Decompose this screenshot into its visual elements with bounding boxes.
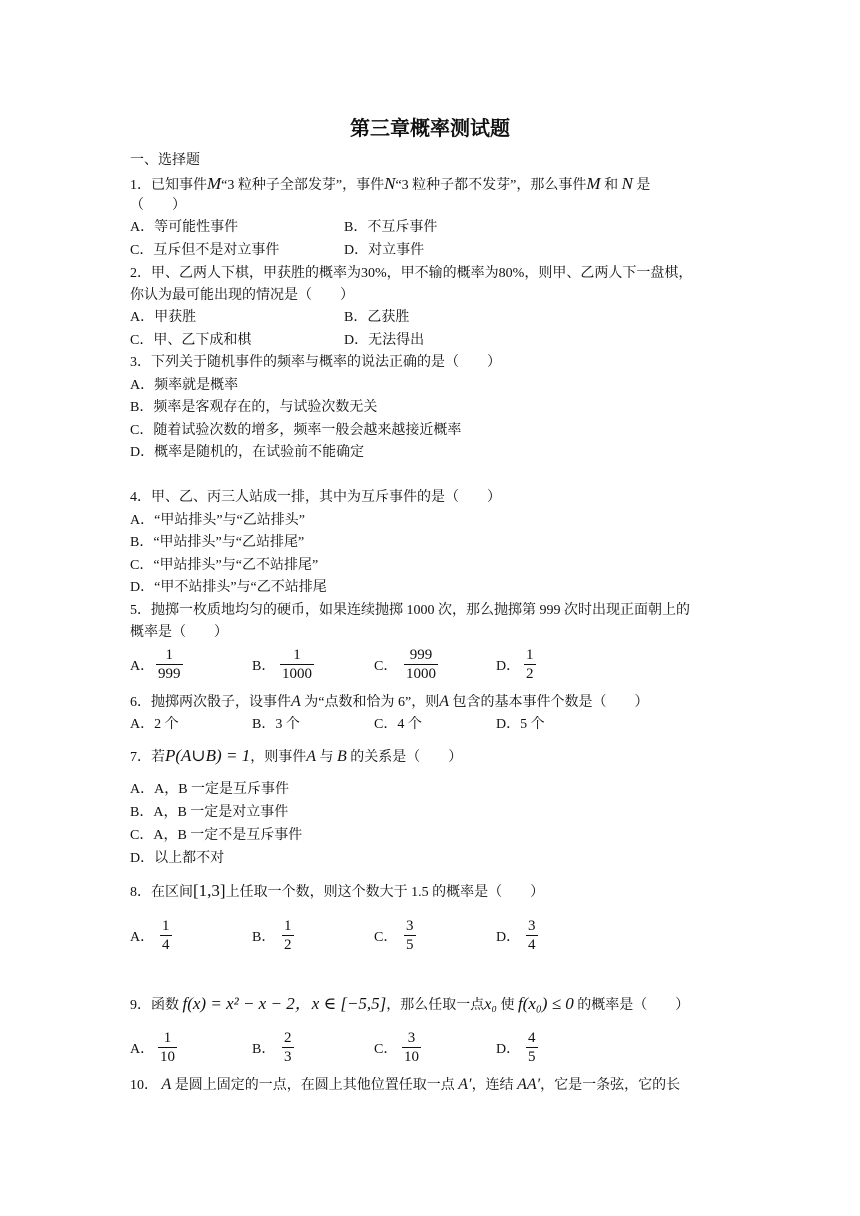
q9-text: 9．函数 bbox=[130, 998, 179, 1013]
q9-option-b-fraction bbox=[282, 1029, 294, 1066]
q9-option-a-fraction bbox=[158, 1029, 177, 1066]
numerator: 1 bbox=[156, 646, 183, 665]
q5-option-d-label: D． bbox=[496, 659, 521, 674]
q7-option-d: D．以上都不对 bbox=[130, 851, 225, 866]
page-title: 第三章概率测试题 bbox=[350, 118, 510, 140]
q1-text: 是 bbox=[636, 178, 651, 193]
q6-text: 为“点数和恰为 6”，则 bbox=[304, 695, 440, 710]
q6-text: 包含的基本事件个数是（ ） bbox=[452, 695, 649, 710]
q5-option-d-fraction bbox=[524, 646, 536, 683]
q5-option-b-label: B． bbox=[252, 659, 276, 674]
q3-option-b: B．频率是客观存在的，与试验次数无关 bbox=[130, 400, 378, 415]
q7-option-a: A．A，B 一定是互斥事件 bbox=[130, 782, 290, 797]
q3-option-d: D．概率是随机的，在试验前不能确定 bbox=[130, 445, 365, 460]
section-heading: 一、选择题 bbox=[130, 153, 200, 168]
q3-option-a: A．频率就是概率 bbox=[130, 378, 239, 393]
denominator: 1000 bbox=[282, 666, 312, 682]
q7-expression: P(A∪B) = 1 bbox=[165, 746, 251, 765]
q1-option-c: C．互斥但不是对立事件 bbox=[130, 243, 280, 258]
q6-option-d: D．5 个 bbox=[496, 717, 545, 732]
q9-option-a-label: A． bbox=[130, 1042, 155, 1057]
q5-option-c-fraction bbox=[404, 646, 438, 683]
numerator: 1 bbox=[280, 646, 314, 665]
q7-var-a: A bbox=[306, 748, 316, 765]
question-4: 4．甲、乙、丙三人站成一排，其中为互斥事件的是（ ） bbox=[130, 490, 501, 505]
q1-var-m: M bbox=[207, 174, 222, 193]
q6-option-a: A．2 个 bbox=[130, 717, 179, 732]
q4-option-c: C．“甲站排头”与“乙不站排尾” bbox=[130, 558, 319, 573]
q8-option-c-fraction bbox=[404, 917, 416, 954]
numerator: 999 bbox=[404, 646, 438, 665]
question-10 bbox=[130, 1075, 680, 1096]
q8-text: 上任取一个数，则这个数大于 1.5 的概率是（ ） bbox=[225, 885, 545, 900]
q4-option-d: D．“甲不站排头”与“乙不站排尾 bbox=[130, 580, 327, 595]
q6-option-b: B．3 个 bbox=[252, 717, 300, 732]
q8-option-d-label: D． bbox=[496, 930, 521, 945]
denominator: 10 bbox=[160, 1049, 175, 1065]
q8-option-c-label: C． bbox=[374, 930, 398, 945]
q8-text: 8．在区间 bbox=[130, 885, 193, 900]
numerator: 4 bbox=[528, 1030, 536, 1046]
q10-text: ，它是一条弦，它的长 bbox=[540, 1078, 681, 1093]
numerator: 1 bbox=[162, 918, 170, 934]
denominator: 4 bbox=[162, 937, 170, 953]
q7-text: ，则事件 bbox=[250, 750, 307, 765]
q9-condition: f(x₀) ≤ 0 bbox=[517, 994, 574, 1013]
denominator: 2 bbox=[284, 937, 292, 953]
q10-text: ，连结 bbox=[471, 1078, 514, 1093]
numerator: 2 bbox=[284, 1030, 292, 1046]
q5-option-a-label: A． bbox=[130, 659, 155, 674]
q1-text: 和 bbox=[604, 178, 619, 193]
q10-chord: AA′ bbox=[517, 1076, 541, 1093]
q9-var-x0: x₀ bbox=[484, 996, 497, 1013]
question-2-cont: 你认为最可能出现的情况是（ ） bbox=[130, 288, 354, 303]
q4-option-b: B．“甲站排头”与“乙站排尾” bbox=[130, 535, 305, 550]
question-9 bbox=[130, 994, 689, 1016]
q10-var-a: A bbox=[161, 1076, 172, 1093]
q8-option-a-label: A． bbox=[130, 930, 155, 945]
q2-option-b: B．乙获胜 bbox=[344, 310, 410, 325]
q7-text: 的关系是（ ） bbox=[350, 750, 463, 765]
question-7 bbox=[130, 746, 462, 768]
q2-option-d: D．无法得出 bbox=[344, 333, 425, 348]
q1-text: 1．已知事件 bbox=[130, 178, 207, 193]
q1-var-n: N bbox=[384, 174, 396, 193]
q9-option-d-label: D． bbox=[496, 1042, 521, 1057]
q7-var-b: B bbox=[336, 748, 347, 765]
question-5: 5．抛掷一枚质地均匀的硬币，如果连续抛掷 1000 次，那么抛掷第 999 次时出现正面朝上的 bbox=[130, 603, 690, 618]
q9-text: 的概率是（ ） bbox=[577, 998, 690, 1013]
question-6 bbox=[130, 692, 649, 713]
q9-option-c-fraction bbox=[402, 1029, 421, 1066]
q8-option-b-fraction bbox=[282, 917, 294, 954]
q9-text: ，那么任取一点 bbox=[386, 998, 485, 1013]
q2-option-c: C．甲、乙下成和棋 bbox=[130, 333, 252, 348]
q1-option-d: D．对立事件 bbox=[344, 243, 425, 258]
numerator: 1 bbox=[526, 647, 534, 663]
q6-var-a: A bbox=[291, 693, 301, 710]
question-5-cont: 概率是（ ） bbox=[130, 625, 228, 640]
q4-option-a: A．“甲站排头”与“乙站排头” bbox=[130, 513, 305, 528]
q10-text: 10． bbox=[130, 1078, 158, 1093]
q6-option-c: C．4 个 bbox=[374, 717, 422, 732]
question-3: 3．下列关于随机事件的频率与概率的说法正确的是（ ） bbox=[130, 355, 501, 370]
q6-var-a: A bbox=[439, 693, 449, 710]
denominator: 1000 bbox=[406, 666, 436, 682]
numerator: 3 bbox=[528, 918, 536, 934]
denominator: 4 bbox=[528, 937, 536, 953]
q5-option-b-fraction bbox=[280, 646, 314, 683]
q1-text: “3 粒种子都不发芽”，那么事件 bbox=[395, 178, 587, 193]
q1-paren: （ ） bbox=[130, 198, 186, 213]
q7-text: 与 bbox=[319, 750, 334, 765]
q9-option-b-label: B． bbox=[252, 1042, 276, 1057]
q10-var-a-prime: A′ bbox=[458, 1076, 472, 1093]
q1-var-m: M bbox=[586, 174, 601, 193]
denominator: 5 bbox=[406, 937, 414, 953]
denominator: 5 bbox=[528, 1049, 536, 1065]
denominator: 999 bbox=[158, 666, 181, 682]
q9-text: 使 bbox=[500, 998, 515, 1013]
numerator: 1 bbox=[284, 918, 292, 934]
q1-option-a: A．等可能性事件 bbox=[130, 220, 239, 235]
q5-option-a-fraction bbox=[156, 646, 183, 683]
q9-expression: f(x) = x² − x − 2，x ∈ [−5,5] bbox=[182, 994, 387, 1013]
q7-option-b: B．A，B 一定是对立事件 bbox=[130, 805, 289, 820]
q8-interval: [1,3] bbox=[193, 881, 226, 900]
q7-option-c: C．A，B 一定不是互斥事件 bbox=[130, 828, 303, 843]
q8-option-b-label: B． bbox=[252, 930, 276, 945]
q1-option-b: B．不互斥事件 bbox=[344, 220, 438, 235]
q9-option-c-label: C． bbox=[374, 1042, 398, 1057]
question-2: 2．甲、乙两人下棋，甲获胜的概率为30%，甲不输的概率为80%，则甲、乙两人下一盘棋， bbox=[130, 266, 693, 281]
q7-text: 7．若 bbox=[130, 750, 165, 765]
q5-option-c-label: C． bbox=[374, 659, 398, 674]
denominator: 3 bbox=[284, 1049, 292, 1065]
q8-option-a-fraction bbox=[160, 917, 172, 954]
question-8 bbox=[130, 881, 544, 903]
denominator: 2 bbox=[526, 666, 534, 682]
q2-option-a: A．甲获胜 bbox=[130, 310, 197, 325]
q1-text: “3 粒种子全部发芽”，事件 bbox=[221, 178, 385, 193]
q8-option-d-fraction bbox=[526, 917, 538, 954]
numerator: 3 bbox=[402, 1029, 421, 1048]
q1-var-n: N bbox=[621, 174, 633, 193]
q9-option-d-fraction bbox=[526, 1029, 538, 1066]
numerator: 3 bbox=[406, 918, 414, 934]
question-1 bbox=[130, 174, 650, 196]
q10-text: 是圆上固定的一点，在圆上其他位置任取一点 bbox=[174, 1078, 455, 1093]
q6-text: 6．抛掷两次骰子，设事件 bbox=[130, 695, 291, 710]
denominator: 10 bbox=[404, 1049, 419, 1065]
numerator: 1 bbox=[158, 1029, 177, 1048]
q3-option-c: C．随着试验次数的增多，频率一般会越来越接近概率 bbox=[130, 423, 462, 438]
